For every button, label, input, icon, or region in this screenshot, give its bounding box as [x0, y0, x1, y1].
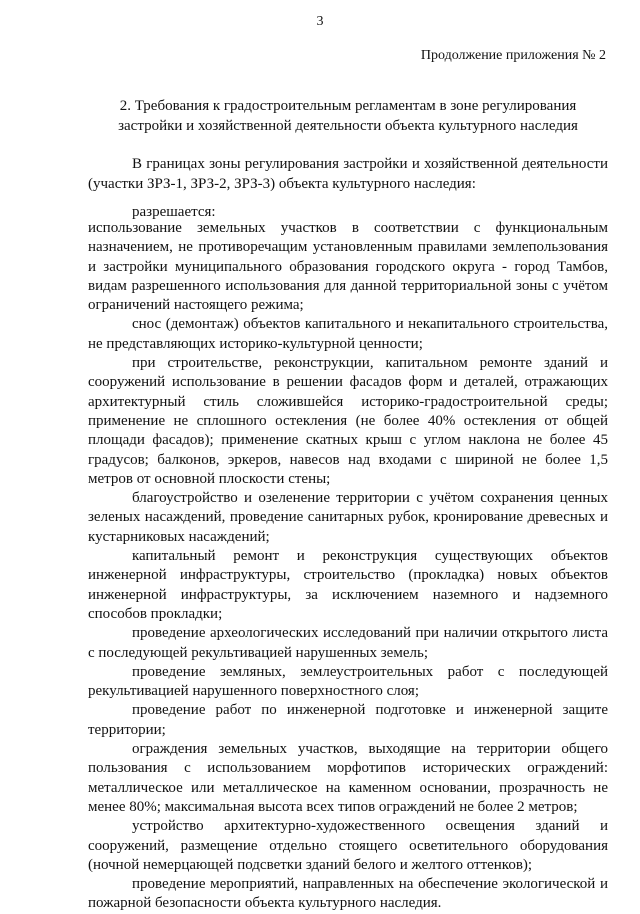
allowed-item: проведение мероприятий, направленных на обеспечение экологической и пожарной безопасности объекта культурного наследия. — [88, 876, 608, 912]
allowed-item: устройство архитектурно-художественного освещения зданий и сооружений, размещение отдельно стоящего осветительного оборудования (ночной немерцающей подсветки зданий белого и желтого оттенков); — [88, 818, 608, 873]
appendix-note: Продолжение приложения № 2 — [420, 48, 606, 63]
allowed-item: проведение археологических исследований при наличии открытого листа с последующей рекультивацией нарушенных земель; — [88, 625, 608, 661]
allowed-item: капитальный ремонт и реконструкция существующих объектов инженерной инфраструктуры, строительство (прокладка) новых объектов инженерной инфраструктуры, за исключением наземного и надземного способов прокладки; — [88, 548, 608, 622]
section-title: 2. Требования к градостроительным регламентам в зоне регулирования застройки и хозяйственной деятельности объекта культурного наследия — [118, 98, 578, 134]
allowed-items-list — [88, 219, 608, 914]
allowed-item: при строительстве, реконструкции, капитальном ремонте зданий и сооружений использование в решении фасадов форм и деталей, отражающих архитектурный стиль сложившейся историко-градостроительной среды; применение не сплошного остекления (не более 40% остекления от общей площади фасадов); применение скатных крыш с углом наклона не более 45 градусов; балконов, эркеров, навесов над входами с шириной не более 1,5 метров от основной плоскости стены; — [88, 355, 608, 487]
allowed-item: ограждения земельных участков, выходящие на территории общего пользования с использованием морфотипов исторических ограждений: металлическое или металлическое на каменном основании, прозрачность не менее 80%; максимальная высота всех типов ограждений не более 2 метров; — [88, 741, 608, 815]
allowed-item: проведение работ по инженерной подготовке и инженерной защите территории; — [88, 702, 608, 738]
allowed-item: снос (демонтаж) объектов капитального и некапитального строительства, не представляющих историко-культурной ценности; — [88, 316, 608, 352]
allowed-item: использование земельных участков в соответствии с функциональным назначением, не противоречащим установленным правилами землепользования и застройки муниципального образования городского округа - город Тамбов, видам разрешенного использования для данной территориальной зоны с учётом ограничений настоящего режима; — [88, 220, 608, 314]
allowed-item: благоустройство и озеленение территории с учётом сохранения ценных зеленых насаждений, проведение санитарных рубок, кронирование древесных и кустарниковых насаждений; — [88, 490, 608, 545]
allowed-label: разрешается: — [132, 204, 216, 220]
intro-paragraph: В границах зоны регулирования застройки и хозяйственной деятельности (участки ЗРЗ-1, ЗРЗ-2, ЗРЗ-3) объекта культурного наследия: — [88, 156, 608, 192]
allowed-item: проведение земляных, землеустроительных работ с последующей рекультивацией нарушенного поверхностного слоя; — [88, 663, 608, 700]
page-number: 3 — [316, 14, 324, 29]
